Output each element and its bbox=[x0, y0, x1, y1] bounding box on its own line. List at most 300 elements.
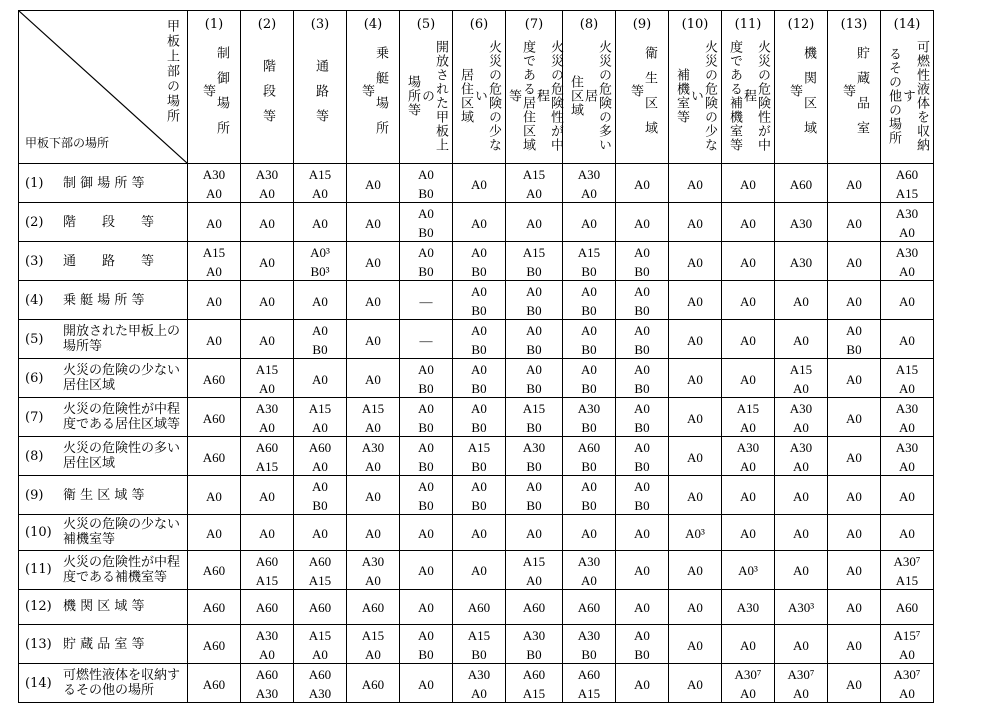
cell-value: A0 B0 bbox=[418, 245, 434, 279]
cell-value: A0 bbox=[846, 371, 862, 387]
table-cell bbox=[347, 398, 400, 437]
cell-value: A0 bbox=[418, 563, 434, 579]
table-cell bbox=[669, 625, 722, 664]
table-cell bbox=[400, 398, 453, 437]
table-cell bbox=[188, 320, 241, 359]
table-cell bbox=[669, 320, 722, 359]
row-number: (12) bbox=[25, 599, 52, 615]
table-cell bbox=[722, 515, 775, 551]
table-cell bbox=[241, 625, 294, 664]
column-header-4 bbox=[347, 11, 400, 164]
cell-value: A0 bbox=[259, 488, 275, 504]
table-cell bbox=[828, 320, 881, 359]
table-cell bbox=[453, 320, 506, 359]
table-cell bbox=[775, 664, 828, 703]
cell-value: A0 bbox=[312, 293, 328, 309]
table-cell bbox=[347, 589, 400, 625]
column-label: 開放された甲板上の 場所等 bbox=[405, 40, 448, 152]
cell-value: A60 B0 bbox=[577, 440, 601, 474]
cell-value: A0 bbox=[471, 176, 487, 192]
column-label: 制御場所等 bbox=[200, 46, 229, 146]
cell-value: A0³ bbox=[685, 525, 705, 541]
cell-value: A0 bbox=[206, 293, 222, 309]
cell-value: A30⁷ A15 bbox=[893, 553, 921, 588]
cell-value: A0 bbox=[418, 676, 434, 692]
cell-value: A0 bbox=[259, 215, 275, 231]
table-cell bbox=[294, 164, 347, 203]
cell-value: A30⁷ A0 bbox=[787, 667, 815, 702]
table-cell bbox=[563, 550, 616, 589]
table-cell bbox=[775, 515, 828, 551]
cell-value: A30 B0 bbox=[577, 401, 601, 435]
table-cell bbox=[828, 359, 881, 398]
row-label: 火災の危険の少ない 補機室等 bbox=[63, 517, 181, 548]
table-cell bbox=[294, 242, 347, 281]
table-cell bbox=[241, 550, 294, 589]
table-cell bbox=[347, 281, 400, 320]
cell-value: A0 bbox=[687, 293, 703, 309]
table-cell bbox=[616, 242, 669, 281]
fire-integrity-table-container bbox=[18, 10, 934, 703]
row-number: (11) bbox=[25, 562, 52, 578]
cell-value: A60 A0 bbox=[308, 440, 332, 474]
cell-value: A0 bbox=[687, 676, 703, 692]
cell-value: A0 bbox=[846, 293, 862, 309]
table-cell bbox=[241, 437, 294, 476]
cell-value: A15⁷ A0 bbox=[893, 628, 921, 663]
cell-value: A0 bbox=[687, 215, 703, 231]
column-number: (6) bbox=[469, 17, 489, 32]
table-body bbox=[19, 164, 934, 703]
cell-value: A15 A0 bbox=[361, 628, 385, 663]
cell-value: A15 A0 bbox=[255, 362, 279, 396]
column-header-14 bbox=[881, 11, 934, 164]
table-cell bbox=[616, 625, 669, 664]
table-cell bbox=[563, 320, 616, 359]
cell-value: A0 bbox=[365, 293, 381, 309]
table-cell bbox=[722, 550, 775, 589]
table-cell bbox=[453, 476, 506, 515]
table-cell bbox=[188, 281, 241, 320]
cell-value: A0 B0 bbox=[634, 362, 650, 396]
table-cell bbox=[400, 359, 453, 398]
cell-value: A15 B0 bbox=[467, 628, 491, 663]
cell-value: A0 bbox=[793, 488, 809, 504]
cell-value: A15 B0 bbox=[522, 401, 546, 435]
cell-value: A0 B0 bbox=[634, 440, 650, 474]
table-cell bbox=[722, 589, 775, 625]
row-header-12 bbox=[19, 589, 188, 625]
table-cell bbox=[400, 164, 453, 203]
cell-value: A0 B0 bbox=[312, 479, 328, 513]
row-label: 火災の危険の少ない 居住区域 bbox=[63, 363, 181, 393]
cell-value: A15 A0 bbox=[522, 553, 546, 588]
table-row bbox=[19, 664, 934, 703]
table-cell bbox=[294, 589, 347, 625]
cell-value: A0 B0 bbox=[581, 362, 597, 396]
table-cell bbox=[506, 515, 563, 551]
table-cell bbox=[294, 398, 347, 437]
cell-value: A0 bbox=[740, 637, 756, 653]
column-label: 衛生区域等 bbox=[628, 46, 657, 146]
cell-value: A0 bbox=[740, 254, 756, 270]
cell-value: A30³ bbox=[787, 600, 815, 616]
cell-value: A0 B0 bbox=[526, 479, 542, 513]
table-cell bbox=[241, 164, 294, 203]
table-cell bbox=[881, 515, 934, 551]
table-cell bbox=[506, 359, 563, 398]
table-cell bbox=[347, 359, 400, 398]
cell-value: A0 B0 bbox=[418, 362, 434, 396]
table-cell bbox=[775, 242, 828, 281]
table-cell bbox=[453, 398, 506, 437]
column-number: (3) bbox=[310, 17, 330, 32]
table-row bbox=[19, 320, 934, 359]
table-cell bbox=[506, 664, 563, 703]
column-header-2 bbox=[241, 11, 294, 164]
table-cell bbox=[347, 320, 400, 359]
table-cell bbox=[722, 281, 775, 320]
table-cell bbox=[669, 164, 722, 203]
column-label: 通路等 bbox=[313, 58, 328, 134]
column-number: (10) bbox=[681, 17, 709, 32]
cell-value: A0 bbox=[581, 525, 597, 541]
cell-value: A30 A0 bbox=[255, 167, 279, 201]
row-label: 貯 蔵 品 室 等 bbox=[63, 636, 145, 652]
table-cell bbox=[400, 550, 453, 589]
table-cell bbox=[241, 242, 294, 281]
cell-value: A15 A0 bbox=[202, 245, 226, 279]
cell-value: A0 B0 bbox=[471, 245, 487, 279]
table-cell bbox=[347, 515, 400, 551]
table-cell bbox=[188, 515, 241, 551]
cell-value: A0 B0 bbox=[471, 479, 487, 513]
table-cell bbox=[563, 664, 616, 703]
table-cell bbox=[881, 437, 934, 476]
table-cell bbox=[400, 281, 453, 320]
cell-value: — bbox=[419, 293, 433, 309]
cell-value: A0 bbox=[793, 563, 809, 579]
cell-value: A0 bbox=[471, 563, 487, 579]
cell-value: A0 bbox=[899, 525, 915, 541]
table-cell bbox=[506, 398, 563, 437]
cell-value: A0 B0 bbox=[471, 401, 487, 435]
cell-value: A0 B0 bbox=[634, 323, 650, 357]
cell-value: A30 A0 bbox=[467, 667, 491, 702]
cell-value: A60 A30 bbox=[255, 667, 279, 702]
table-cell bbox=[828, 550, 881, 589]
cell-value: A0 B0 bbox=[418, 401, 434, 435]
table-cell bbox=[722, 664, 775, 703]
cell-value: A0 bbox=[581, 215, 597, 231]
cell-value: A15 A0 bbox=[895, 362, 919, 396]
row-header-10 bbox=[19, 515, 188, 551]
table-cell bbox=[616, 164, 669, 203]
column-header-12 bbox=[775, 11, 828, 164]
column-number: (7) bbox=[524, 17, 544, 32]
table-cell bbox=[453, 359, 506, 398]
table-cell bbox=[563, 281, 616, 320]
table-cell bbox=[722, 625, 775, 664]
corner-header-cell bbox=[19, 11, 188, 164]
cell-value: A30 A0 bbox=[202, 167, 226, 201]
column-label: 乗艇場所等 bbox=[359, 46, 388, 146]
table-cell bbox=[563, 476, 616, 515]
cell-value: A0 bbox=[899, 332, 915, 348]
cell-value: A0 bbox=[687, 600, 703, 616]
table-cell bbox=[453, 664, 506, 703]
column-number: (9) bbox=[632, 17, 652, 32]
cell-value: A30 bbox=[736, 600, 760, 616]
corner-bottom-label: 甲板下部の場所 bbox=[25, 136, 110, 150]
cell-value: A0 bbox=[793, 293, 809, 309]
table-cell bbox=[188, 398, 241, 437]
cell-value: A30 A0 bbox=[789, 440, 813, 474]
row-header-5 bbox=[19, 320, 188, 359]
cell-value: A15 A0 bbox=[789, 362, 813, 396]
table-cell bbox=[775, 625, 828, 664]
table-cell bbox=[347, 625, 400, 664]
table-cell bbox=[616, 398, 669, 437]
table-cell bbox=[563, 203, 616, 242]
table-cell bbox=[188, 664, 241, 703]
cell-value: A60 bbox=[202, 371, 226, 387]
table-cell bbox=[188, 164, 241, 203]
table-cell bbox=[188, 242, 241, 281]
table-cell bbox=[294, 664, 347, 703]
table-cell bbox=[775, 398, 828, 437]
row-number: (7) bbox=[25, 409, 44, 425]
cell-value: A0 bbox=[418, 525, 434, 541]
table-cell bbox=[506, 476, 563, 515]
row-number: (4) bbox=[25, 292, 44, 308]
table-row bbox=[19, 359, 934, 398]
table-cell bbox=[241, 398, 294, 437]
column-header-row bbox=[19, 11, 934, 164]
table-cell bbox=[616, 437, 669, 476]
cell-value: A15 A0 bbox=[736, 401, 760, 435]
cell-value: A60 A15 bbox=[255, 440, 279, 474]
table-row bbox=[19, 515, 934, 551]
table-cell bbox=[881, 320, 934, 359]
table-cell bbox=[775, 589, 828, 625]
cell-value: A0 bbox=[418, 600, 434, 616]
column-number: (4) bbox=[363, 17, 383, 32]
cell-value: A0 B0 bbox=[581, 323, 597, 357]
table-cell bbox=[563, 625, 616, 664]
cell-value: A60 A15 bbox=[308, 553, 332, 588]
cell-value: A0 bbox=[740, 176, 756, 192]
table-cell bbox=[188, 359, 241, 398]
table-cell bbox=[722, 359, 775, 398]
cell-value: A30 A0 bbox=[577, 167, 601, 201]
table-cell bbox=[722, 203, 775, 242]
cell-value: A15 A0 bbox=[361, 401, 385, 435]
cell-value: A60 A15 bbox=[577, 667, 601, 702]
table-cell bbox=[241, 664, 294, 703]
table-cell bbox=[347, 476, 400, 515]
row-number: (1) bbox=[25, 175, 44, 191]
row-header-1 bbox=[19, 164, 188, 203]
table-cell bbox=[294, 515, 347, 551]
cell-value: A0 bbox=[846, 676, 862, 692]
table-cell bbox=[563, 398, 616, 437]
cell-value: A30 A0 bbox=[255, 401, 279, 435]
table-cell bbox=[506, 625, 563, 664]
table-cell bbox=[294, 550, 347, 589]
table-cell bbox=[881, 664, 934, 703]
table-cell bbox=[506, 437, 563, 476]
cell-value: A0 bbox=[634, 176, 650, 192]
row-label: 火災の危険性が中程 度である居住区域等 bbox=[63, 402, 181, 432]
row-number: (9) bbox=[25, 487, 44, 503]
row-label: 乗 艇 場 所 等 bbox=[63, 292, 145, 308]
row-label: 制 御 場 所 等 bbox=[63, 175, 145, 191]
row-label: 火災の危険性の多い 居住区域 bbox=[63, 441, 181, 471]
table-cell bbox=[506, 203, 563, 242]
table-cell bbox=[241, 476, 294, 515]
cell-value: A0 bbox=[312, 525, 328, 541]
cell-value: A0 bbox=[634, 525, 650, 541]
cell-value: A0 bbox=[634, 215, 650, 231]
row-number: (14) bbox=[25, 675, 52, 691]
cell-value: A0 bbox=[687, 176, 703, 192]
table-cell bbox=[188, 437, 241, 476]
table-cell bbox=[881, 550, 934, 589]
cell-value: A0 bbox=[846, 637, 862, 653]
cell-value: A30⁷ A0 bbox=[734, 667, 762, 702]
cell-value: A30 A0 bbox=[895, 206, 919, 240]
table-cell bbox=[881, 203, 934, 242]
table-row bbox=[19, 164, 934, 203]
column-header-8 bbox=[563, 11, 616, 164]
table-cell bbox=[400, 664, 453, 703]
cell-value: A0 B0 bbox=[846, 323, 862, 357]
column-header-1 bbox=[188, 11, 241, 164]
table-cell bbox=[616, 515, 669, 551]
cell-value: A30 bbox=[789, 254, 813, 270]
column-label: 可燃性液体を収納す るその他の場所 bbox=[886, 40, 929, 152]
table-cell bbox=[347, 242, 400, 281]
table-cell bbox=[881, 242, 934, 281]
cell-value: A0 bbox=[206, 525, 222, 541]
cell-value: A30 A0 bbox=[736, 440, 760, 474]
cell-value: A15 A0 bbox=[308, 628, 332, 663]
cell-value: A0 bbox=[365, 176, 381, 192]
cell-value: A0³ B0³ bbox=[310, 245, 330, 279]
row-header-9 bbox=[19, 476, 188, 515]
row-header-11 bbox=[19, 550, 188, 589]
table-row bbox=[19, 203, 934, 242]
table-cell bbox=[347, 203, 400, 242]
cell-value: A0 bbox=[365, 254, 381, 270]
table-cell bbox=[881, 281, 934, 320]
cell-value: A60 bbox=[789, 176, 813, 192]
table-cell bbox=[563, 164, 616, 203]
row-header-6 bbox=[19, 359, 188, 398]
cell-value: A0 B0 bbox=[526, 323, 542, 357]
table-cell bbox=[188, 476, 241, 515]
cell-value: A30 A0 bbox=[361, 440, 385, 474]
table-cell bbox=[669, 550, 722, 589]
table-cell bbox=[669, 437, 722, 476]
row-number: (2) bbox=[25, 214, 44, 230]
cell-value: A30 A0 bbox=[895, 401, 919, 435]
table-cell bbox=[722, 437, 775, 476]
cell-value: A0 bbox=[259, 293, 275, 309]
column-header-6 bbox=[453, 11, 506, 164]
table-cell bbox=[881, 625, 934, 664]
cell-value: A0 B0 bbox=[634, 479, 650, 513]
cell-value: A0 bbox=[526, 525, 542, 541]
table-cell bbox=[828, 242, 881, 281]
cell-value: A60 bbox=[895, 600, 919, 616]
cell-value: A60 bbox=[522, 600, 546, 616]
cell-value: A60 bbox=[361, 676, 385, 692]
cell-value: A0 B0 bbox=[418, 440, 434, 474]
cell-value: A0 B0 bbox=[634, 401, 650, 435]
table-row bbox=[19, 589, 934, 625]
table-cell bbox=[453, 550, 506, 589]
table-cell bbox=[453, 515, 506, 551]
cell-value: A0 bbox=[687, 371, 703, 387]
table-row bbox=[19, 281, 934, 320]
cell-value: A0 bbox=[687, 488, 703, 504]
row-header-3 bbox=[19, 242, 188, 281]
cell-value: A15 B0 bbox=[467, 440, 491, 474]
table-cell bbox=[400, 515, 453, 551]
cell-value: A30 B0 bbox=[522, 440, 546, 474]
cell-value: A0 bbox=[846, 176, 862, 192]
table-cell bbox=[347, 664, 400, 703]
column-number: (1) bbox=[204, 17, 224, 32]
cell-value: A60 bbox=[202, 563, 226, 579]
row-number: (5) bbox=[25, 331, 44, 347]
table-cell bbox=[563, 242, 616, 281]
cell-value: A60 bbox=[202, 637, 226, 653]
cell-value: A0 bbox=[846, 215, 862, 231]
table-cell bbox=[188, 550, 241, 589]
table-cell bbox=[294, 320, 347, 359]
cell-value: — bbox=[419, 332, 433, 348]
cell-value: A0 bbox=[634, 600, 650, 616]
cell-value: A0 bbox=[846, 488, 862, 504]
table-cell bbox=[775, 320, 828, 359]
table-cell bbox=[241, 320, 294, 359]
column-number: (12) bbox=[787, 17, 815, 32]
table-cell bbox=[881, 589, 934, 625]
cell-value: A0 bbox=[206, 332, 222, 348]
table-cell bbox=[453, 203, 506, 242]
table-cell bbox=[828, 515, 881, 551]
cell-value: A30 bbox=[789, 215, 813, 231]
cell-value: A15 A0 bbox=[308, 167, 332, 201]
cell-value: A0 bbox=[793, 525, 809, 541]
cell-value: A30 B0 bbox=[577, 628, 601, 663]
cell-value: A60 bbox=[202, 449, 226, 465]
column-number: (5) bbox=[416, 17, 436, 32]
table-cell bbox=[669, 476, 722, 515]
table-row bbox=[19, 476, 934, 515]
table-cell bbox=[669, 589, 722, 625]
column-number: (8) bbox=[579, 17, 599, 32]
cell-value: A0 bbox=[899, 488, 915, 504]
table-cell bbox=[400, 476, 453, 515]
table-cell bbox=[347, 550, 400, 589]
table-row bbox=[19, 398, 934, 437]
cell-value: A0 bbox=[687, 332, 703, 348]
cell-value: A0 B0 bbox=[634, 245, 650, 279]
